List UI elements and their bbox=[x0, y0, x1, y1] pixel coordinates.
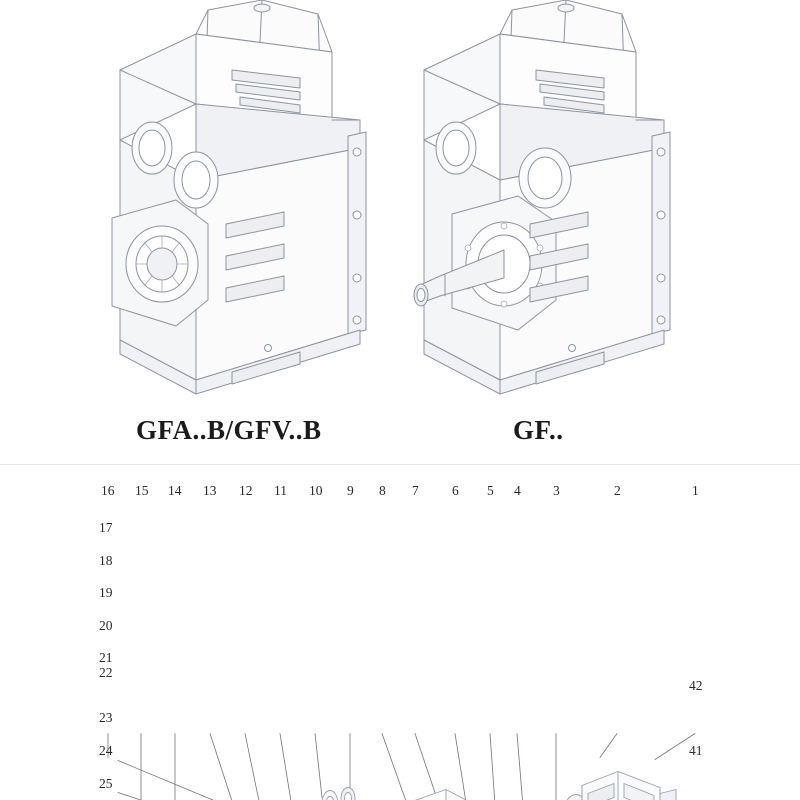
callout-1: 1 bbox=[692, 483, 699, 498]
callout-21: 21 bbox=[99, 650, 113, 665]
callout-18: 18 bbox=[99, 553, 113, 568]
callout-5: 5 bbox=[487, 483, 494, 498]
callout-13: 13 bbox=[203, 483, 217, 498]
callout-2: 2 bbox=[614, 483, 621, 498]
left-view-caption: GFA..B/GFV..B bbox=[136, 415, 322, 445]
callout-11: 11 bbox=[274, 483, 287, 498]
callout-16: 16 bbox=[101, 483, 115, 498]
callout-12: 12 bbox=[239, 483, 253, 498]
callout-3: 3 bbox=[553, 483, 560, 498]
callout-22: 22 bbox=[99, 665, 113, 680]
callout-17: 17 bbox=[99, 520, 113, 535]
callout-20: 20 bbox=[99, 618, 113, 633]
callout-41: 41 bbox=[689, 743, 703, 758]
exploded-parts-view bbox=[0, 465, 800, 800]
callout-9: 9 bbox=[347, 483, 354, 498]
left-gearbox-drawing bbox=[112, 0, 366, 394]
exploded-linework bbox=[0, 465, 800, 800]
callout-8: 8 bbox=[379, 483, 386, 498]
callout-15: 15 bbox=[135, 483, 149, 498]
right-view-caption: GF.. bbox=[513, 415, 564, 445]
callout-19: 19 bbox=[99, 585, 113, 600]
callout-6: 6 bbox=[452, 483, 459, 498]
right-gearbox-drawing bbox=[414, 0, 670, 394]
callout-7: 7 bbox=[412, 483, 419, 498]
callout-10: 10 bbox=[309, 483, 323, 498]
callout-23: 23 bbox=[99, 710, 113, 725]
callout-4: 4 bbox=[514, 483, 521, 498]
callout-42: 42 bbox=[689, 678, 703, 693]
callout-25: 25 bbox=[99, 776, 113, 791]
callout-14: 14 bbox=[168, 483, 182, 498]
callout-24: 24 bbox=[99, 743, 113, 758]
